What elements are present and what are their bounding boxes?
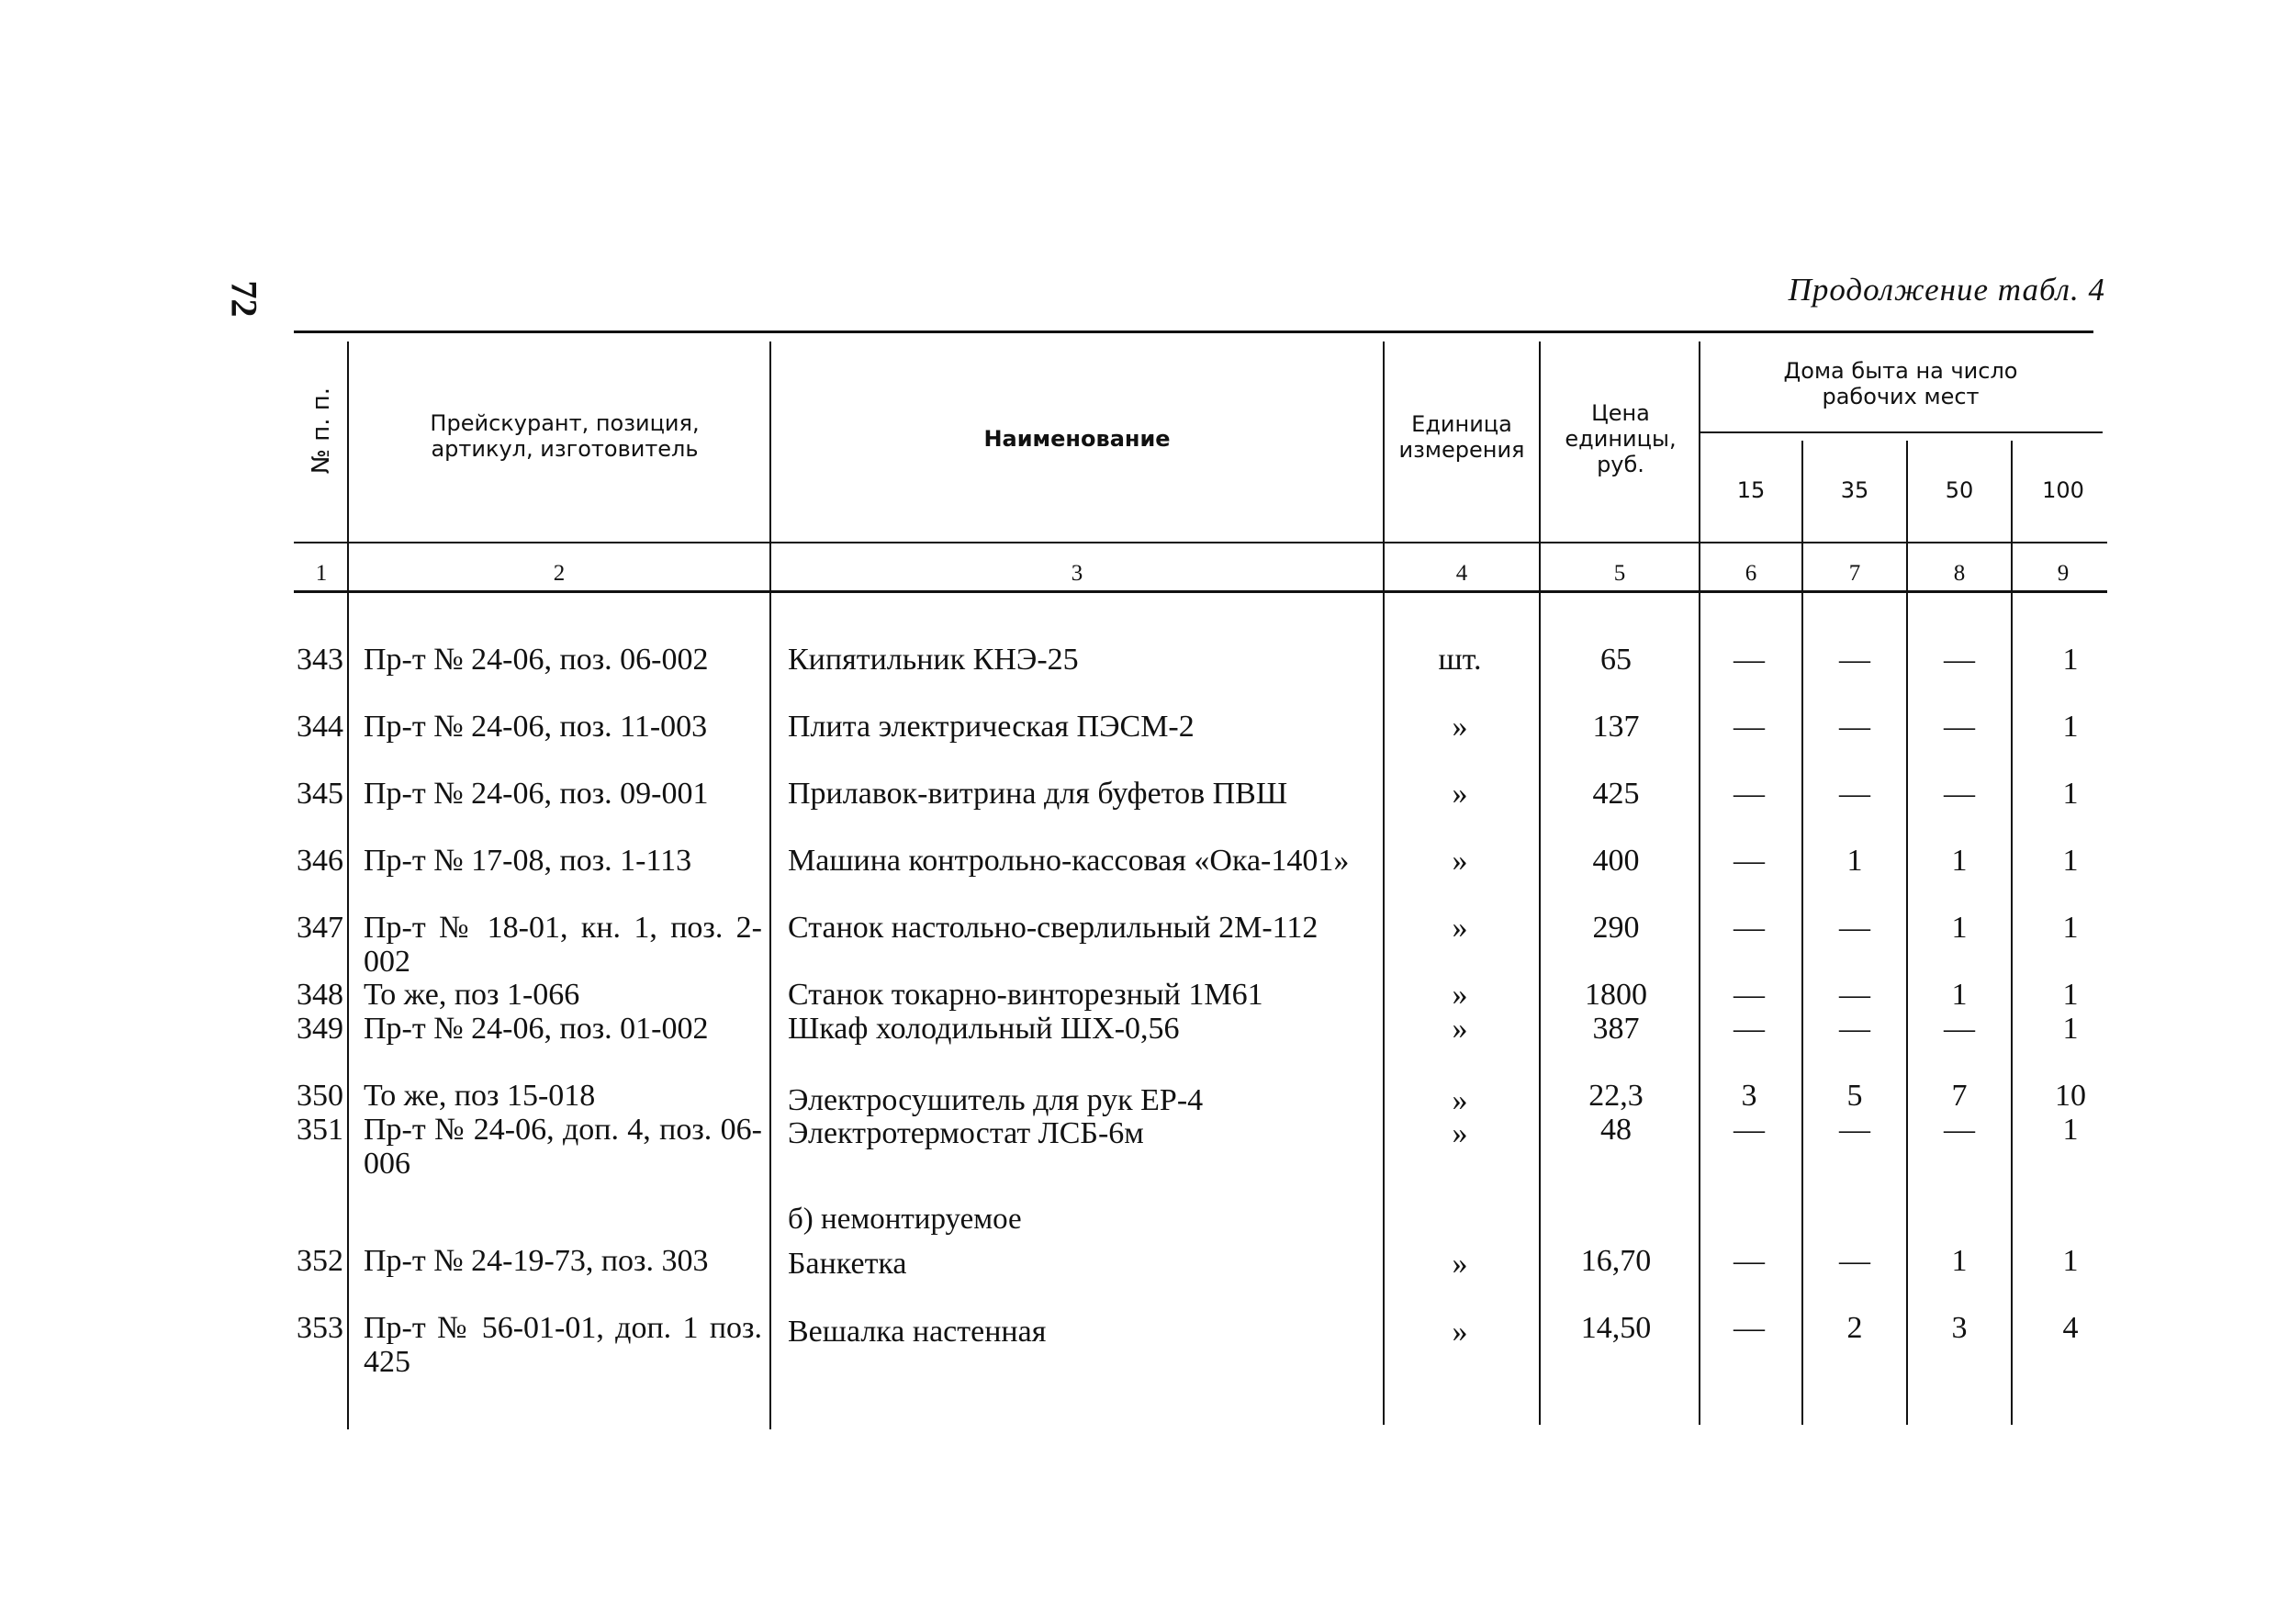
row-unit: » [1452,1012,1468,1046]
row-price: 65 [1600,643,1632,677]
row-q100: 1 [2062,911,2079,945]
row-unit: » [1452,1083,1468,1117]
colnum-8: 8 [1953,561,1966,586]
row-q50: — [1944,777,1975,811]
colnum-5: 5 [1613,561,1626,586]
row-q100: 1 [2062,1012,2079,1046]
row-unit: шт. [1438,643,1482,677]
row-unit: » [1452,978,1468,1012]
row-q50: 1 [1951,844,1968,878]
header-homes-group: Дома быта на число рабочих мест [1783,358,2018,409]
row-unit: » [1452,844,1468,878]
row-price: 290 [1592,911,1640,945]
row-q100: 1 [2062,844,2079,878]
colnum-9: 9 [2057,561,2070,586]
row-num: 350 [297,1079,343,1113]
row-q100: 1 [2062,643,2079,677]
table-continuation-label: Продолжение табл. 4 [1788,272,2105,308]
row-num: 347 [297,911,343,945]
row-name: Станок настольно-сверлильный 2М-112 [788,911,1318,945]
row-num: 345 [297,777,343,811]
vline-8 [2011,441,2013,1425]
row-q100: 1 [2062,1244,2079,1278]
row-q50: 1 [1951,1244,1968,1278]
colnum-6: 6 [1745,561,1757,586]
row-price-list: Пр-т № 24-06, поз. 01-002 [364,1012,709,1046]
row-price: 1800 [1585,978,1647,1012]
row-num: 352 [297,1244,343,1278]
row-q50: 7 [1951,1079,1968,1113]
row-price: 400 [1592,844,1640,878]
vline-7 [1906,441,1908,1425]
row-name: Вешалка настенная [788,1315,1047,1349]
homes-group-rule [1699,431,2103,433]
row-price: 387 [1592,1012,1640,1046]
row-name: Шкаф холодильный ШХ-0,56 [788,1012,1180,1046]
row-price-list: То же, поз 1-066 [364,978,580,1012]
row-q35: 2 [1846,1311,1863,1345]
row-q100: 1 [2062,777,2079,811]
row-price-list: Пр-т № 24-19-73, поз. 303 [364,1244,709,1278]
row-price-list: Пр-т № 18-01, кн. 1, поз. 2-002 [364,911,762,979]
row-q35: — [1839,978,1870,1012]
header-price: Цена единицы, руб. [1565,400,1677,477]
row-num: 351 [297,1113,343,1147]
header-homes-100: 100 [2042,477,2084,503]
row-price: 22,3 [1588,1079,1644,1113]
row-name: Кипятильник КНЭ-25 [788,643,1079,677]
row-q100: 4 [2062,1311,2079,1345]
row-q50: 1 [1951,978,1968,1012]
row-unit: » [1452,777,1468,811]
row-q35: 1 [1846,844,1863,878]
row-price-list: Пр-т № 24-06, поз. 09-001 [364,777,709,811]
row-name: Прилавок-витрина для буфетов ПВШ [788,777,1288,811]
colnum-2: 2 [553,561,566,586]
row-q35: — [1839,1012,1870,1046]
row-q100: 1 [2062,710,2079,744]
row-q35: — [1839,643,1870,677]
row-q100: 1 [2062,978,2079,1012]
colnum-3: 3 [1071,561,1083,586]
row-q15: 3 [1741,1079,1757,1113]
row-name: Банкетка [788,1247,907,1281]
header-bottom-rule [294,542,2107,543]
header-unit: Единица измерения [1398,411,1525,463]
row-unit: » [1452,1247,1468,1281]
row-unit: » [1452,710,1468,744]
vline-2 [769,342,771,1429]
row-q35: — [1839,1244,1870,1278]
row-price-list: Пр-т № 17-08, поз. 1-113 [364,844,692,878]
vline-3 [1383,342,1385,1425]
header-num: № п. п. [308,386,335,475]
row-num: 344 [297,710,343,744]
colnum-1: 1 [315,561,328,586]
row-price: 425 [1592,777,1640,811]
section-subheading: б) немонтируемое [788,1203,1022,1236]
row-price-list: Пр-т № 24-06, поз. 11-003 [364,710,708,744]
header-homes-50: 50 [1945,477,1974,503]
row-price-list: Пр-т № 56-01-01, доп. 1 поз. 425 [364,1311,762,1379]
row-q15: — [1734,1012,1765,1046]
row-q15: — [1734,1311,1765,1345]
row-num: 349 [297,1012,343,1046]
row-price-list: Пр-т № 24-06, доп. 4, поз. 06-006 [364,1113,762,1181]
row-name: Электросушитель для рук ЕР-4 [788,1083,1204,1117]
row-price: 14,50 [1580,1311,1652,1345]
header-homes-35: 35 [1840,477,1869,503]
colnum-4: 4 [1455,561,1468,586]
row-q50: 3 [1951,1311,1968,1345]
row-q15: — [1734,710,1765,744]
row-price: 137 [1592,710,1640,744]
row-q100: 10 [2055,1079,2086,1113]
row-q35: 5 [1846,1079,1863,1113]
header-name: Наименование [983,426,1171,452]
row-q50: — [1944,1012,1975,1046]
row-q100: 1 [2062,1113,2079,1147]
row-price-list: Пр-т № 24-06, поз. 06-002 [364,643,709,677]
row-q50: — [1944,710,1975,744]
row-q50: — [1944,643,1975,677]
row-name: Плита электрическая ПЭСМ-2 [788,710,1195,744]
row-q50: — [1944,1113,1975,1147]
vline-5 [1699,342,1700,1425]
row-price: 48 [1600,1113,1632,1147]
row-num: 343 [297,643,343,677]
row-num: 346 [297,844,343,878]
header-homes-15: 15 [1736,477,1766,503]
row-name: Электротермостат ЛСБ-6м [788,1116,1144,1150]
row-q15: — [1734,911,1765,945]
row-q15: — [1734,844,1765,878]
vline-6 [1801,441,1803,1425]
row-q35: — [1839,911,1870,945]
row-q15: — [1734,777,1765,811]
row-unit: » [1452,1116,1468,1150]
colnum-7: 7 [1848,561,1861,586]
row-num: 348 [297,978,343,1012]
row-name: Станок токарно-винторезный 1М61 [788,978,1263,1012]
row-q50: 1 [1951,911,1968,945]
row-q15: — [1734,1113,1765,1147]
row-price-list: То же, поз 15-018 [364,1079,596,1113]
row-name: Машина контрольно-кассовая «Ока-1401» [788,844,1350,878]
row-unit: » [1452,911,1468,945]
row-q35: — [1839,777,1870,811]
page-number: 72 [223,280,265,318]
vline-1 [347,342,349,1429]
row-q35: — [1839,710,1870,744]
vline-4 [1539,342,1541,1425]
row-q15: — [1734,978,1765,1012]
row-num: 353 [297,1311,343,1345]
row-q35: — [1839,1113,1870,1147]
colnum-bottom-rule [294,590,2107,593]
table-top-rule [294,330,2093,333]
header-price-list: Прейскурант, позиция, артикул, изготовитель [430,410,700,462]
row-unit: » [1452,1315,1468,1349]
row-q15: — [1734,1244,1765,1278]
row-price: 16,70 [1580,1244,1652,1278]
row-q15: — [1734,643,1765,677]
